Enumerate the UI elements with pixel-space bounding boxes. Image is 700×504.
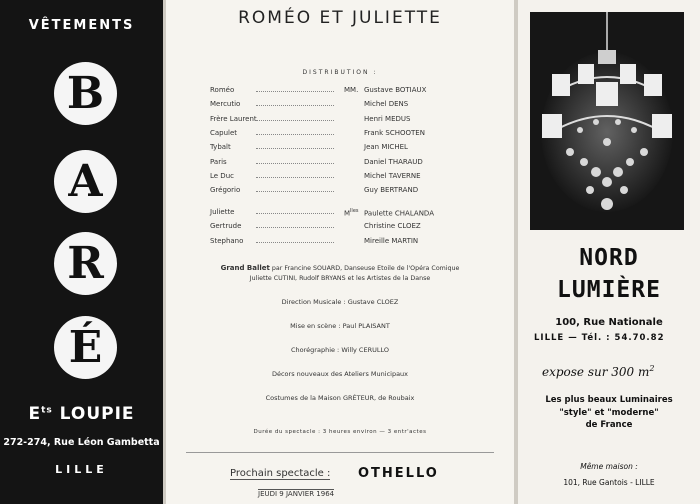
cast-role: Frère Laurent <box>210 114 257 123</box>
actor-name: Henri MEDUS <box>364 114 411 123</box>
bare-clothing-ad <box>0 0 163 504</box>
cast-actor <box>344 115 410 123</box>
cast-actor <box>344 208 434 217</box>
leader-dots <box>256 213 334 214</box>
cast-actor <box>344 86 426 94</box>
credit-choreography: Chorégraphie : Willy CERULLO <box>291 346 389 354</box>
cast-actor <box>344 186 418 194</box>
cast-row <box>166 158 514 170</box>
cast-row <box>166 208 514 220</box>
logo-letter-a: A <box>54 150 117 213</box>
leader-dots <box>256 120 334 121</box>
cast-role: Gertrude <box>210 222 242 231</box>
nord-lumiere-ad <box>518 0 700 504</box>
next-show-date: JEUDI 9 JANVIER 1964 <box>258 490 335 498</box>
leader-dots <box>256 177 334 178</box>
cast-actor <box>344 172 421 180</box>
ballet-credits: Grand Ballet par Francine SOUARD, Danseuse Etoile de l'Opéra Comique Juliette CUTINI, Rudolf BRYANS et les Artistes de la Danse <box>220 264 460 282</box>
cast-role: Stephano <box>210 236 244 245</box>
chandelier-photo <box>530 12 684 230</box>
actor-name: Michel TAVERNE <box>364 171 421 180</box>
actor-name: Guy BERTRAND <box>364 186 419 195</box>
cast-row <box>166 172 514 184</box>
actor-name: Daniel THARAUD <box>364 157 423 166</box>
cast-actor <box>344 100 408 108</box>
cast-role: Mercutio <box>210 100 241 109</box>
shop-city-phone: LILLE — Tél. : 54.70.82 <box>534 333 665 343</box>
brand-name-line2: LUMIÈRE <box>557 277 661 303</box>
exhibition-area: expose sur 300 $m^2$ <box>542 364 655 379</box>
cast-role: Capulet <box>210 128 238 137</box>
next-show-label: Prochain spectacle : <box>230 468 331 479</box>
actor-name: Jean MICHEL <box>364 143 408 152</box>
credit-costumes: Costumes de la Maison GRÉTEUR, de Roubaix <box>265 394 415 402</box>
distribution-heading: DISTRIBUTION : <box>302 69 378 76</box>
logo-letter-b: B <box>54 62 117 125</box>
cast-actor <box>344 143 408 151</box>
honorific <box>344 208 364 217</box>
cast-row <box>166 115 514 127</box>
cast-actor <box>344 222 421 230</box>
store-address: 272-274, Rue Léon Gambetta <box>3 437 160 448</box>
cast-actor <box>344 237 418 245</box>
leader-dots <box>256 105 334 106</box>
duration-note: Durée du spectacle : 3 heures environ — 3 entr'actes <box>253 429 427 435</box>
actor-name: Paulette CHALANDA <box>364 209 434 218</box>
cast-role: Roméo <box>210 86 235 94</box>
actor-name: Michel DENS <box>364 100 409 109</box>
honorific: MM. <box>344 86 359 94</box>
honorific-sup: lles <box>350 208 359 214</box>
cast-role: Juliette <box>210 208 235 216</box>
leader-dots <box>256 91 334 92</box>
cast-role: Paris <box>210 157 227 166</box>
cast-role: Grégorio <box>210 186 241 195</box>
cast-row <box>166 222 514 234</box>
cast-row <box>166 143 514 155</box>
leader-dots <box>256 148 334 149</box>
store-name: $E^{ts}$ LOUPIE <box>28 404 135 424</box>
credit-music: Direction Musicale : Gustave CLOEZ <box>281 298 399 306</box>
leader-dots <box>256 163 334 164</box>
credit-staging: Mise en scène : Paul PLAISANT <box>290 322 390 330</box>
cast-row <box>166 86 514 98</box>
cast-actor <box>344 129 425 137</box>
brand-name-line1: NORD <box>579 245 639 271</box>
logo-letter-r: R <box>54 232 117 295</box>
ad-tagline: Les plus beaux Luminaires "style" et "moderne" de France <box>545 395 673 430</box>
cast-actor <box>344 158 423 166</box>
leader-dots <box>256 191 334 192</box>
ad-heading: VÊTEMENTS <box>28 18 135 33</box>
sister-store-address: 101, Rue Gantois - LILLE <box>563 478 655 487</box>
cast-row <box>166 237 514 249</box>
leader-dots <box>256 227 334 228</box>
cast-role: Le Duc <box>210 171 234 180</box>
next-show-title: OTHELLO <box>358 466 439 481</box>
actor-name: Frank SCHOOTEN <box>364 128 425 137</box>
shop-street: 100, Rue Nationale <box>555 317 663 328</box>
actor-name: Mireille MARTIN <box>364 236 419 245</box>
cast-row <box>166 129 514 141</box>
cast-row <box>166 100 514 112</box>
cast-row <box>166 186 514 198</box>
actor-name: Christine CLOEZ <box>364 222 421 231</box>
store-city: LILLE <box>55 463 108 476</box>
logo-letter-e: É <box>54 316 117 379</box>
credit-sets: Décors nouveaux des Ateliers Municipaux <box>271 370 409 378</box>
sister-store-label: Même maison : <box>580 462 638 471</box>
honorific-main: M <box>344 209 351 218</box>
opera-title: ROMÉO ET JULIETTE <box>238 8 442 28</box>
actor-name: Gustave BOTIAUX <box>364 86 427 94</box>
leader-dots <box>256 242 334 243</box>
cast-role: Tybalt <box>210 143 231 152</box>
leader-dots <box>256 134 334 135</box>
divider <box>186 452 494 453</box>
programme-panel <box>166 0 514 504</box>
chandelier-icon <box>530 12 684 230</box>
